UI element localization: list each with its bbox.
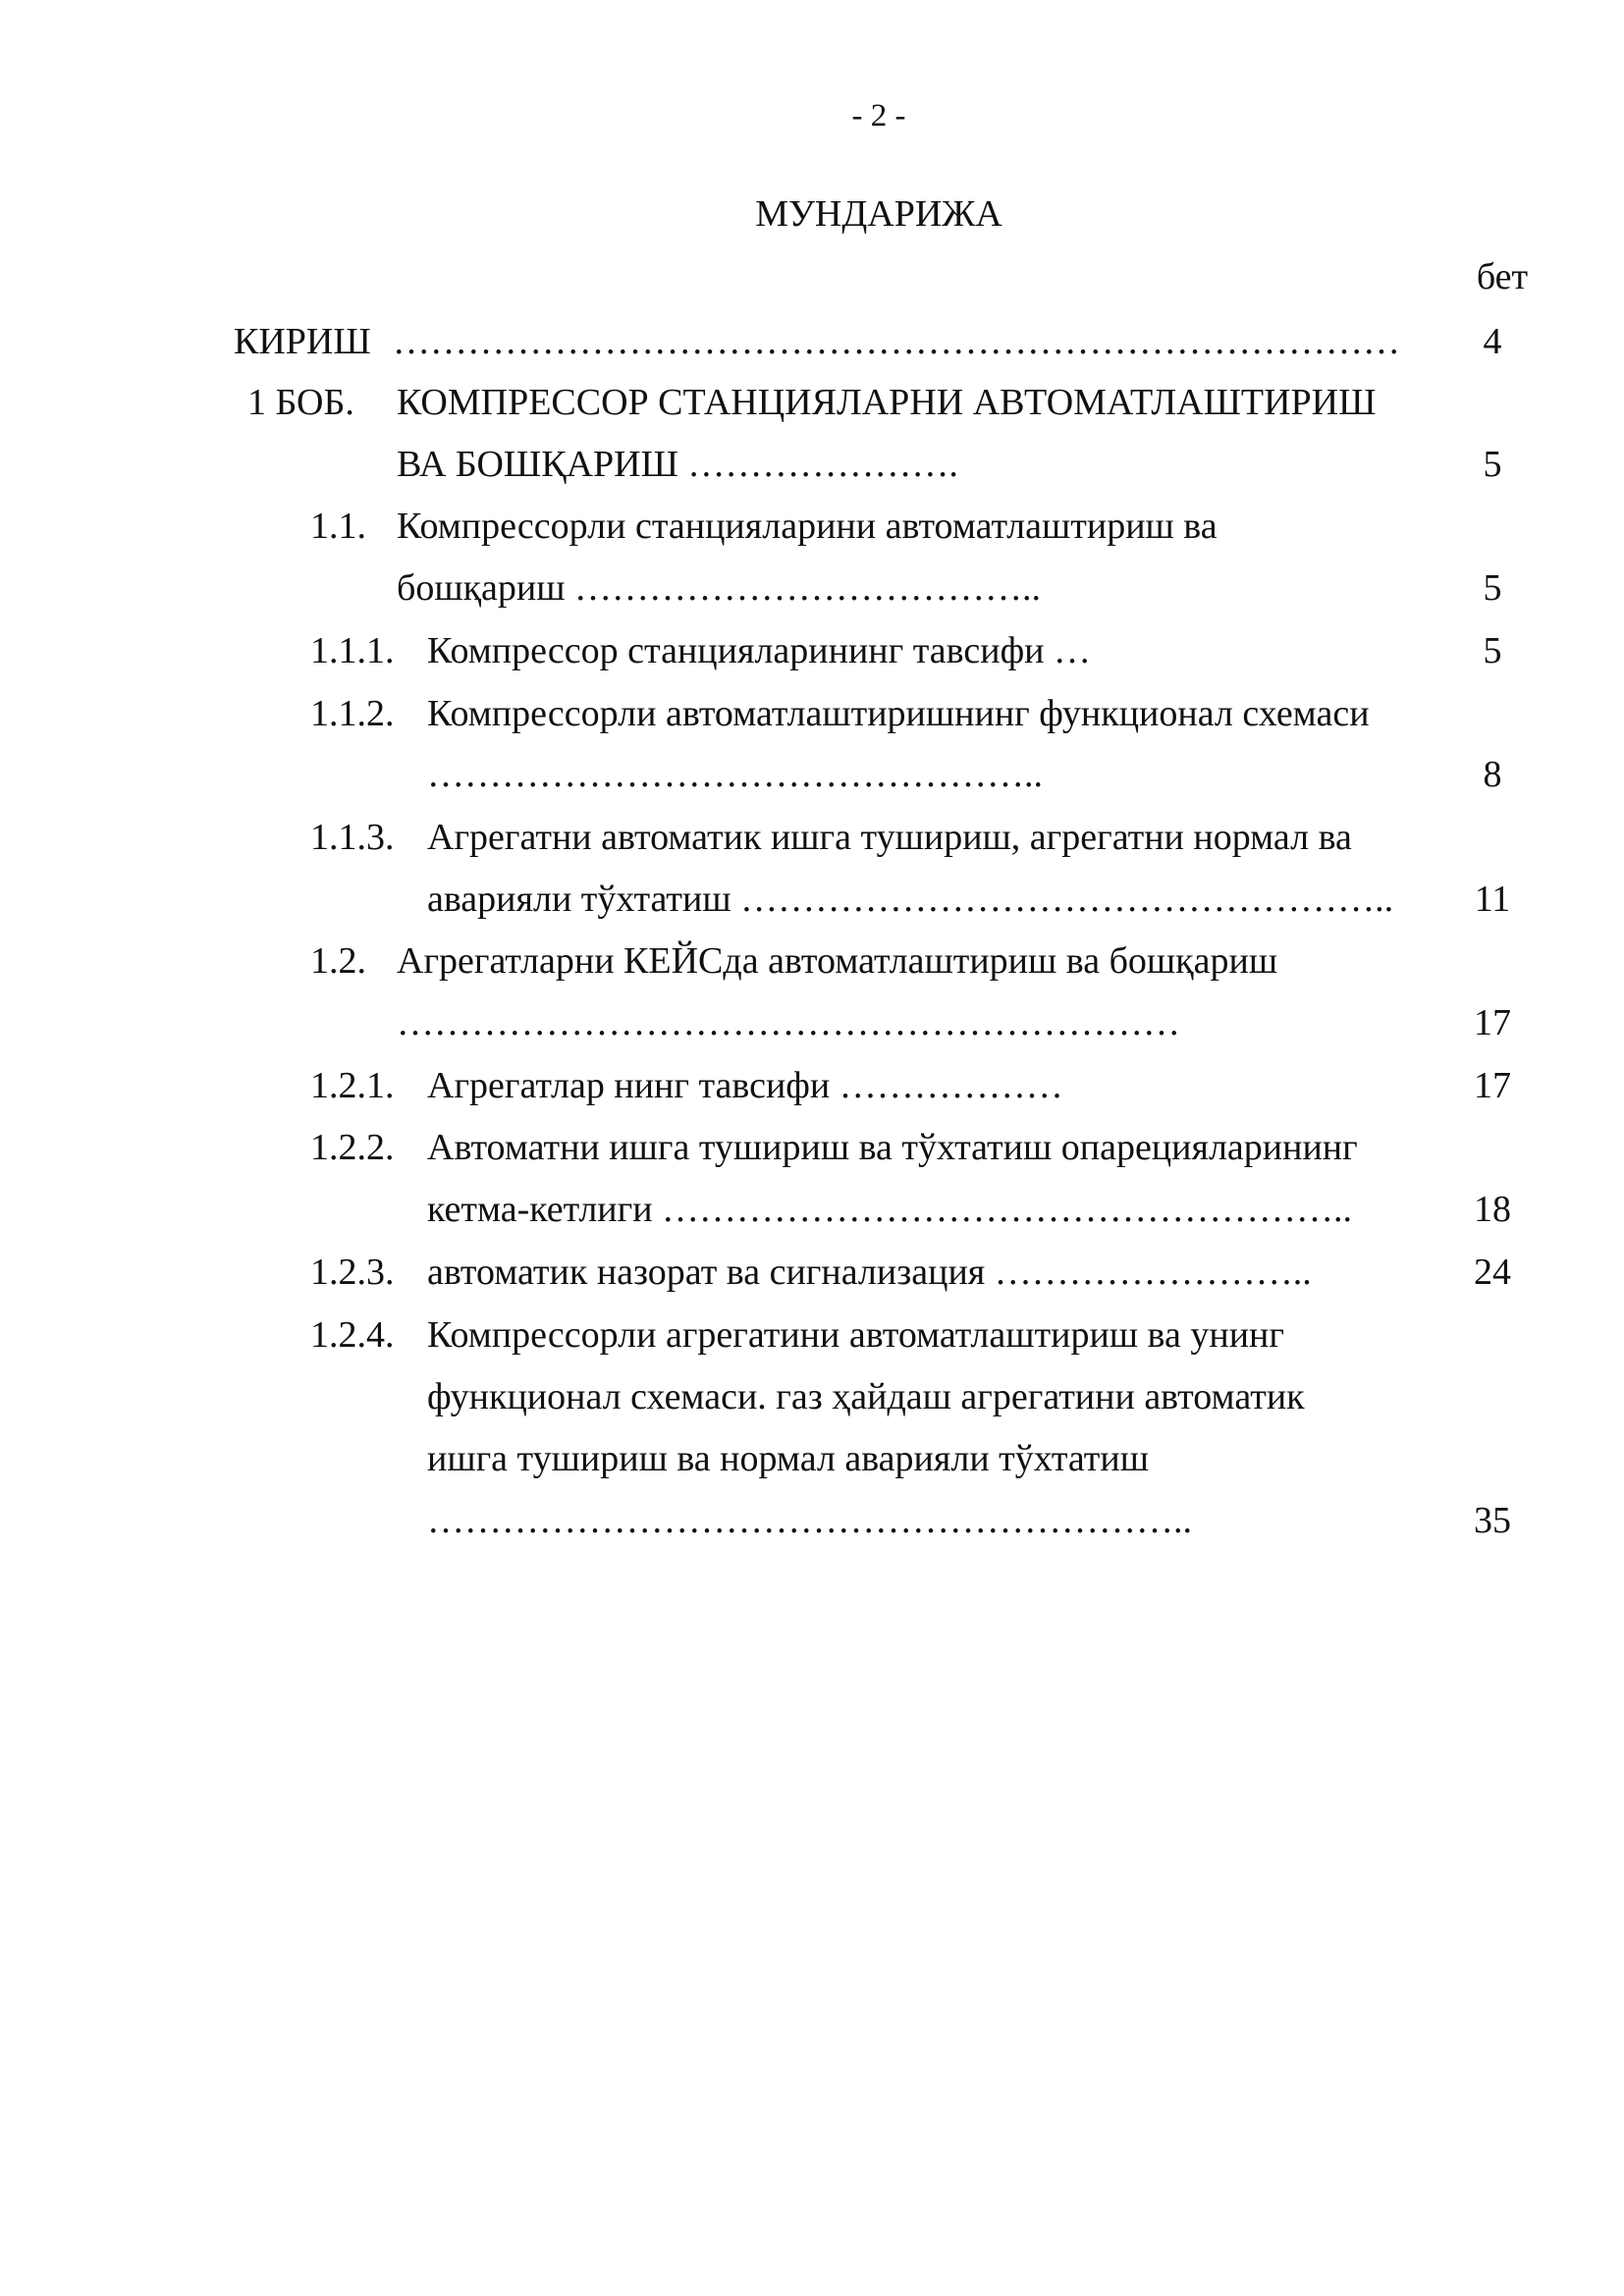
toc-leader-dots: ……………………………………………………… (397, 1002, 1180, 1043)
toc-entry-1-2[interactable] (0, 932, 1624, 990)
toc-entry-title: аварияли тўхтатиш …………………………………………….. (427, 879, 1394, 920)
toc-leader-dots: ………………………………………….. (427, 754, 1043, 795)
toc-entry-1-2-4[interactable] (0, 1306, 1624, 1364)
toc-entry-chapter-1[interactable] (0, 373, 1624, 432)
toc-entry-number: 1.2. (310, 940, 366, 982)
toc-entry-1-1[interactable] (0, 497, 1624, 556)
toc-entry-1-2-cont[interactable] (0, 993, 1624, 1052)
toc-entry-title: Агрегатни автоматик ишга тушириш, агрегатни нормал ва (427, 817, 1352, 858)
toc-page-number: 35 (1474, 1500, 1511, 1541)
toc-entry-label: КИРИШ (234, 321, 371, 362)
toc-entry-title: бошқариш ……………………………….. (397, 567, 1042, 609)
toc-entry-1-1-2-cont[interactable] (0, 745, 1624, 804)
toc-entry-1-1-3[interactable] (0, 808, 1624, 867)
toc-entry-number: 1.1.3. (310, 817, 395, 858)
page-number: - 2 - (851, 98, 906, 133)
toc-entry-1-2-2-cont[interactable] (0, 1180, 1624, 1239)
toc-entry-1-2-3[interactable] (0, 1243, 1624, 1302)
toc-entry-1-2-4-cont-3[interactable] (0, 1491, 1624, 1550)
toc-entry-title: КОМПРЕССОР СТАНЦИЯЛАРНИ АВТОМАТЛАШТИРИШ (397, 382, 1377, 423)
toc-entry-number: 1.1.2. (310, 693, 395, 734)
toc-page-number: 5 (1483, 630, 1502, 671)
toc-entry-number: 1.2.3. (310, 1252, 395, 1293)
page-title: МУНДАРИЖА (755, 193, 1002, 235)
toc-entry-chapter-1-cont[interactable] (0, 435, 1624, 494)
toc-page-number: 24 (1474, 1252, 1511, 1293)
toc-entry-title: Агрегатлар нинг тавсифи ……………… (427, 1065, 1063, 1106)
toc-entry-1-1-2[interactable] (0, 684, 1624, 743)
toc-entry-number: 1.1. (310, 506, 366, 547)
toc-entry-title: Компрессорли станцияларини автоматлаштириш ва (397, 506, 1218, 547)
toc-entry-title: Агрегатларни КЕЙСда автоматлаштириш ва бошқариш (397, 940, 1278, 982)
toc-entry-1-2-1[interactable] (0, 1056, 1624, 1115)
toc-page-number: 17 (1474, 1002, 1511, 1043)
toc-entry-1-1-3-cont[interactable] (0, 870, 1624, 929)
toc-entry-title: ишга тушириш ва нормал аварияли тўхтатиш (427, 1438, 1149, 1479)
toc-entry-number: 1.2.1. (310, 1065, 395, 1106)
toc-entry-number: 1.2.4. (310, 1314, 395, 1356)
toc-leader-dots: …………………………………………………….. (427, 1500, 1192, 1541)
toc-entry-intro[interactable] (0, 312, 1624, 371)
toc-entry-1-1-1[interactable] (0, 621, 1624, 680)
toc-page-number: 18 (1474, 1189, 1511, 1230)
toc-entry-title: автоматик назорат ва сигнализация …………………….. (427, 1252, 1312, 1293)
toc-entry-1-2-4-cont-1[interactable] (0, 1367, 1624, 1426)
toc-page-number: 17 (1474, 1065, 1511, 1106)
toc-page-number: 4 (1483, 321, 1502, 362)
toc-page-number: 5 (1483, 567, 1502, 609)
toc-entry-1-1-cont[interactable] (0, 559, 1624, 617)
toc-entry-title: Компрессор станцияларининг тавсифи … (427, 630, 1092, 671)
toc-entry-title: Автоматни ишга тушириш ва тўхтатиш опарецияларининг (427, 1127, 1358, 1168)
toc-entry-title: функционал схемаси. газ ҳайдаш агрегатини автоматик (427, 1376, 1305, 1417)
toc-entry-number: 1.1.1. (310, 630, 395, 671)
toc-entry-title: ВА БОШҚАРИШ …………………. (397, 444, 958, 485)
toc-entry-1-2-2[interactable] (0, 1118, 1624, 1177)
toc-entry-title: Компрессорли автоматлаштиришнинг функционал схемаси (427, 693, 1370, 734)
toc-page-number: 8 (1483, 754, 1502, 795)
toc-page-number: 5 (1483, 444, 1502, 485)
toc-page-number: 11 (1474, 879, 1511, 920)
toc-entry-number: 1.2.2. (310, 1127, 395, 1168)
toc-entry-number: 1 БОБ. (247, 382, 354, 423)
toc-entry-title: Компрессорли агрегатини автоматлаштириш ва унинг (427, 1314, 1284, 1356)
toc-leader-dots: ……………………………………………………………………… (393, 321, 1400, 362)
toc-entry-title: кетма-кетлиги ……………………………………………….. (427, 1189, 1353, 1230)
page-column-header: бет (1476, 256, 1529, 297)
toc-entry-1-2-4-cont-2[interactable] (0, 1429, 1624, 1488)
